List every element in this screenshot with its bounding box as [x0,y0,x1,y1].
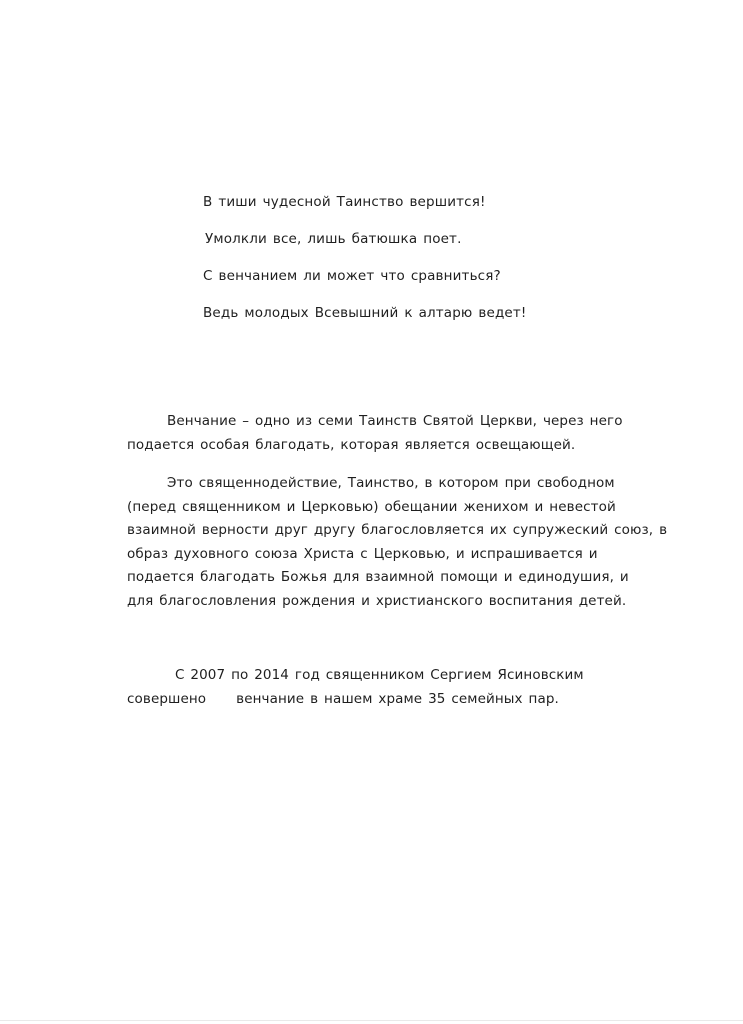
poem-line: В тиши чудесной Таинство вершится! [203,194,486,210]
text-fragment: венчание в нашем храме 35 семейных пар. [236,690,559,707]
text-line: образ духовного союза Христа с Церковью, и испрашивается и [127,545,598,562]
poem [203,190,623,338]
text-line: (перед священником и Церковью) обещании женихом и невестой [127,498,616,515]
text-line: Венчание – одно из семи Таинств Святой Церкви, через него [167,413,623,429]
text-line: взаимной верности друг другу благословляется их супружеский союз, в [127,522,668,538]
paragraph-wedding-definition [127,410,707,457]
paragraph-statistics [127,664,707,711]
poem-line: Ведь молодых Всевышний к алтарю ведет! [203,305,527,321]
paragraph-sacrament-description [127,472,707,613]
poem-line: С венчанием ли может что сравниться? [203,268,501,284]
text-line: подается благодать Божья для взаимной помощи и единодушия, и [127,569,629,585]
text-line: для благословления рождения и христианского воспитания детей. [127,592,627,609]
scan-edge-divider [0,1020,743,1021]
text-fragment: совершено [127,690,207,707]
text-line: Это священнодействие, Таинство, в котором при свободном [167,475,615,491]
text-line: С 2007 по 2014 год священником Сергием Ясиновским [175,667,584,683]
poem-line: Умолкли все, лишь батюшка поет. [205,231,462,247]
text-line [127,688,707,712]
text-line: подается особая благодать, которая является освещающей. [127,436,576,453]
